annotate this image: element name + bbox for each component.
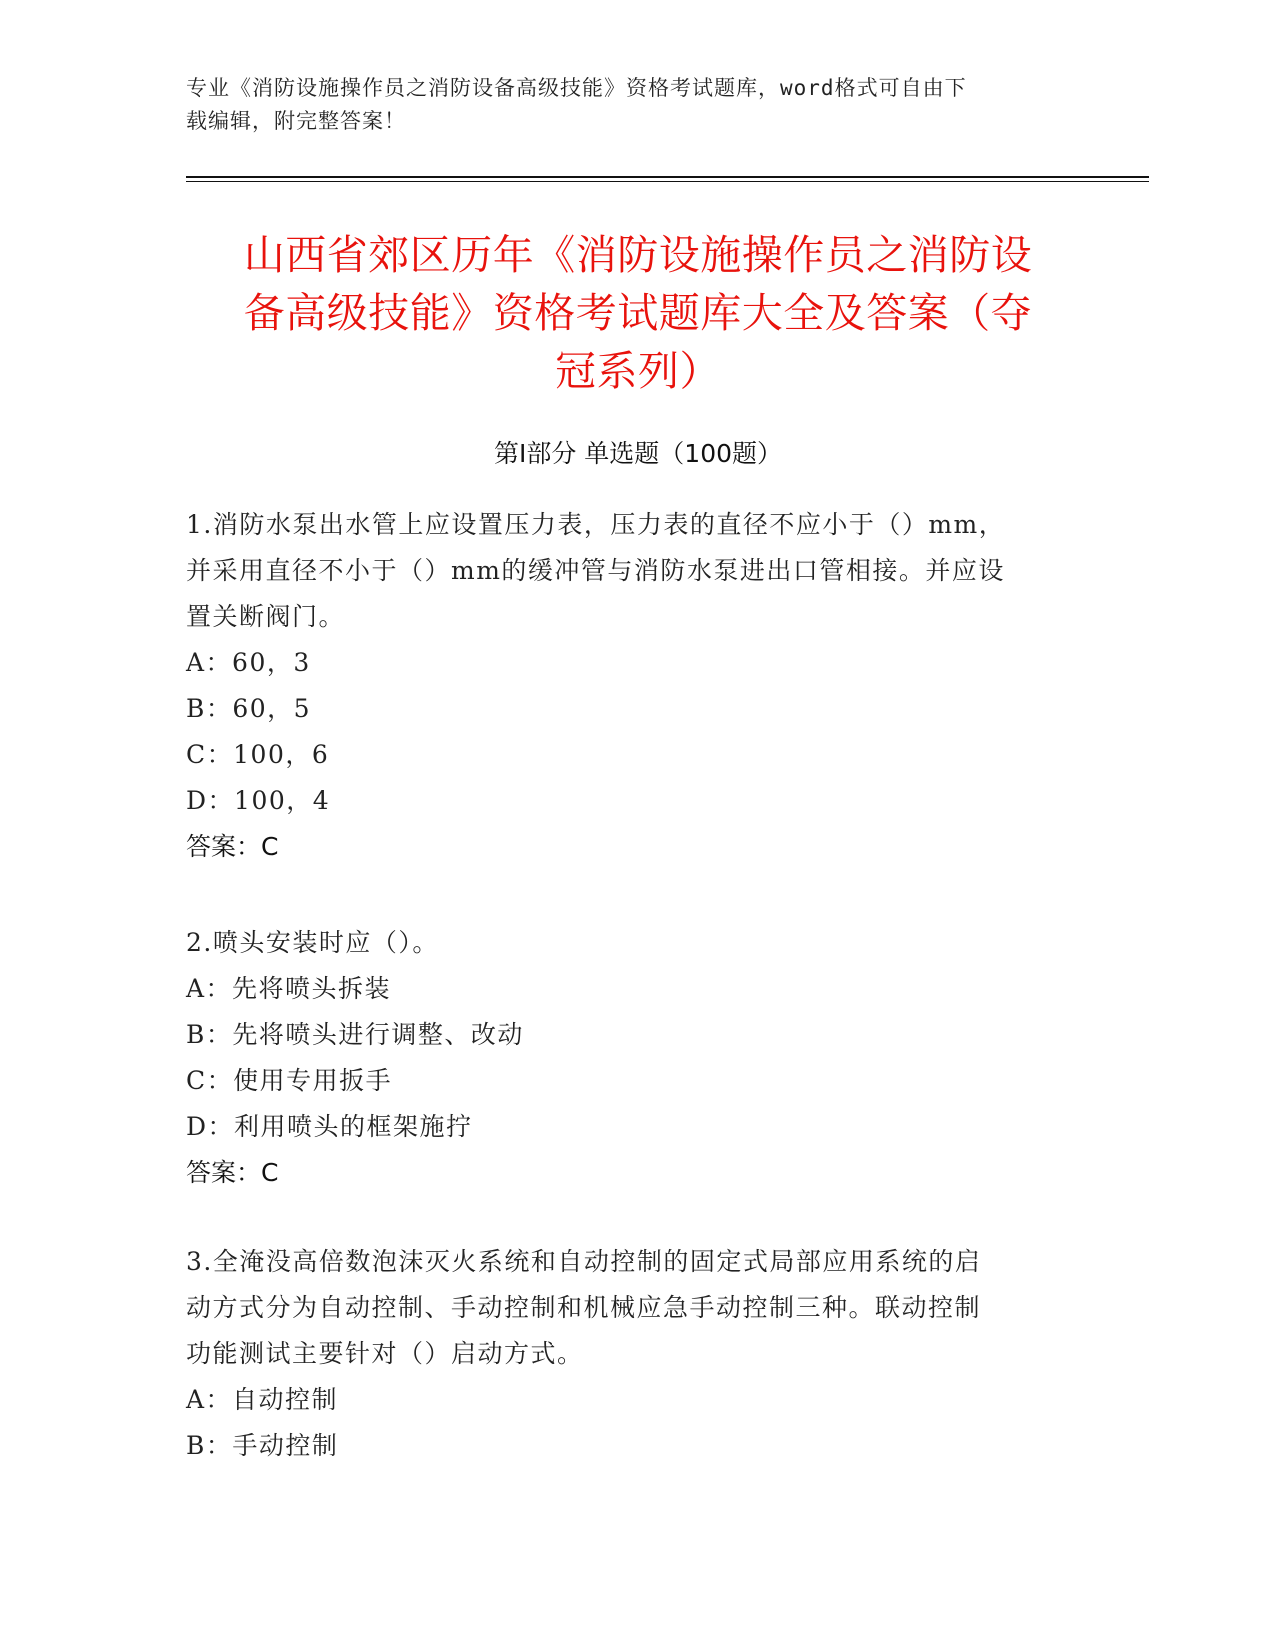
option-b: B：先将喷头进行调整、改动	[186, 1020, 524, 1049]
document-title	[186, 226, 1090, 400]
question-stem-line: 置关断阀门。	[186, 602, 346, 631]
question-stem-line: 功能测试主要针对（）启动方式。	[186, 1339, 584, 1368]
question-stem-line: 并采用直径不小于（）mm的缓冲管与消防水泵进出口管相接。并应设	[186, 556, 1005, 585]
option-d: D：利用喷头的框架施拧	[186, 1112, 473, 1141]
header-note-line-2: 载编辑，附完整答案！	[186, 109, 406, 133]
header-note	[186, 72, 1066, 138]
header-note-line-1: 专业《消防设施操作员之消防设备高级技能》资格考试题库，word格式可自由下	[186, 76, 967, 100]
answer: 答案：C	[186, 1158, 279, 1187]
option-b: B：60，5	[186, 694, 312, 723]
question-stem-line: 2.喷头安装时应（）。	[186, 928, 439, 957]
question-stem-line: 3.全淹没高倍数泡沫灭火系统和自动控制的固定式局部应用系统的启	[186, 1247, 982, 1276]
option-c: C：100，6	[186, 740, 330, 769]
option-d: D：100，4	[186, 786, 331, 815]
option-a: A：60，3	[186, 648, 311, 677]
option-a: A：先将喷头拆装	[186, 974, 392, 1003]
option-a: A：自动控制	[186, 1385, 339, 1414]
title-line-3: 冠系列）	[555, 347, 721, 395]
title-line-1: 山西省郊区历年《消防设施操作员之消防设	[243, 231, 1033, 279]
question-2	[186, 920, 1066, 1196]
header-divider-thin	[186, 181, 1149, 182]
question-1	[186, 502, 1066, 870]
option-b: B：手动控制	[186, 1431, 339, 1460]
option-c: C：使用专用扳手	[186, 1066, 393, 1095]
question-3	[186, 1239, 1066, 1469]
header-divider-thick	[186, 176, 1149, 178]
title-line-2: 备高级技能》资格考试题库大全及答案（夺	[243, 289, 1033, 337]
answer: 答案：C	[186, 832, 279, 861]
section-heading: 第Ⅰ部分 单选题（100题）	[493, 439, 783, 468]
question-stem-line: 1.消防水泵出水管上应设置压力表，压力表的直径不应小于（）mm，	[186, 510, 1006, 539]
question-stem-line: 动方式分为自动控制、手动控制和机械应急手动控制三种。联动控制	[186, 1293, 982, 1322]
